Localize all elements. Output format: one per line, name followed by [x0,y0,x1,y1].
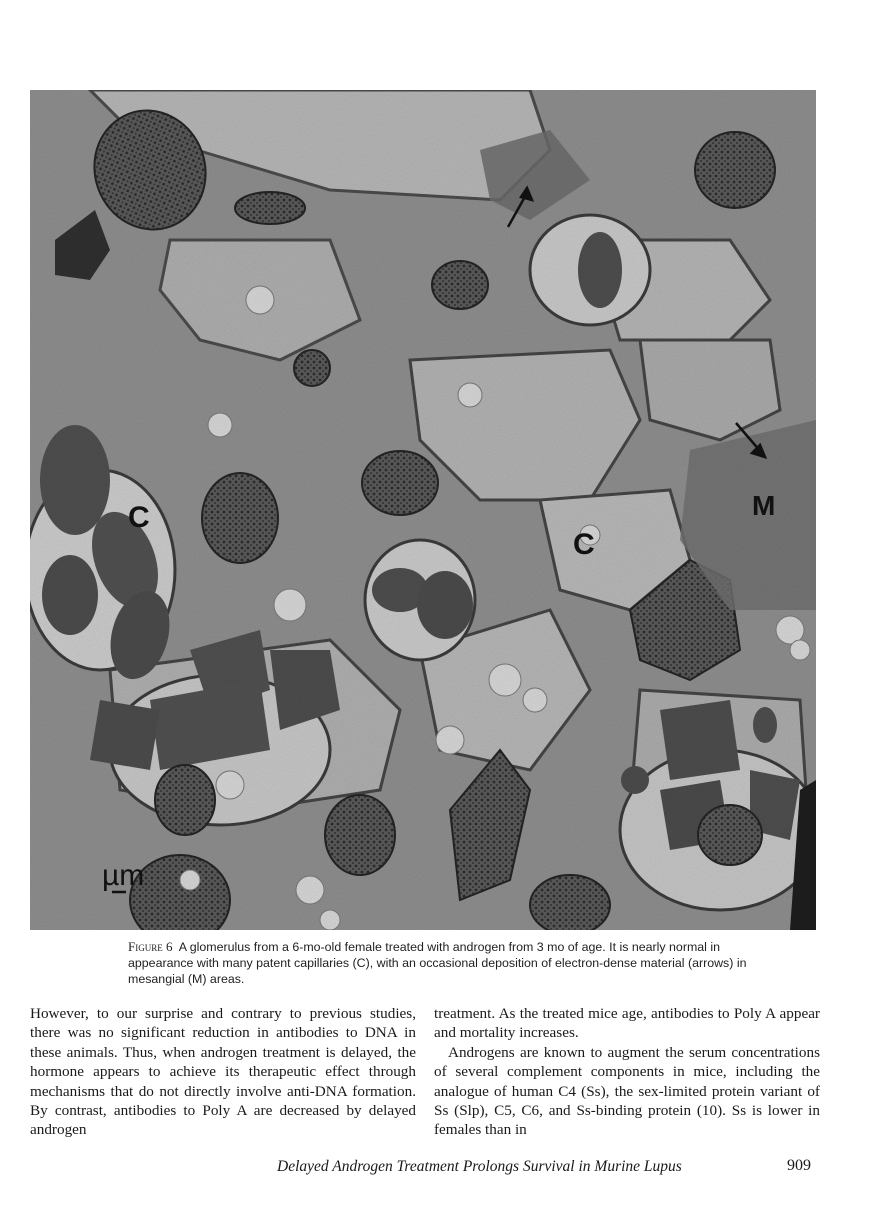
running-title: Delayed Androgen Treatment Prolongs Survival in Murine Lupus [277,1158,682,1175]
capillary-label-2: C [573,528,595,561]
caption-text: A glomerulus from a 6-mo-old female treated with androgen from 3 mo of age. It is nearly normal in appearance with many patent capillaries (C), with an occasional deposition of electron-dense material (arrows) in mesangial (M) areas. [128,940,747,986]
left-paragraph: However, to our surprise and contrary to previous studies, there was no significant reduction in antibodies to DNA in these animals. Thus, when androgen treatment is delayed, the hormone appears to achieve its therapeutic effect through mechanisms that do not directly involve anti-DNA formation. By contrast, antibodies to Poly A are decreased by delayed androgen [30,1005,416,1139]
page-number: 909 [787,1157,811,1174]
right-paragraph-2: Androgens are known to augment the serum concentrations of several complement components in mice, including the analogue of human C4 (Ss), the sex-limited protein variant of Ss (Slp), C5, C6, and Ss-binding protein (10). Ss is lower in females than in [434,1043,820,1139]
electron-micrograph [30,90,816,930]
right-column [434,1004,820,1140]
capillary-label-1: C [128,501,150,534]
scale-bar-label: µm [102,859,145,892]
right-paragraph-1: treatment. As the treated mice age, antibodies to Poly A appear and mortality increases. [434,1005,820,1042]
mesangial-label: M [752,490,776,521]
left-column [30,1004,416,1140]
figure-label: Figure 6 [128,939,173,954]
figure-caption [128,939,748,987]
